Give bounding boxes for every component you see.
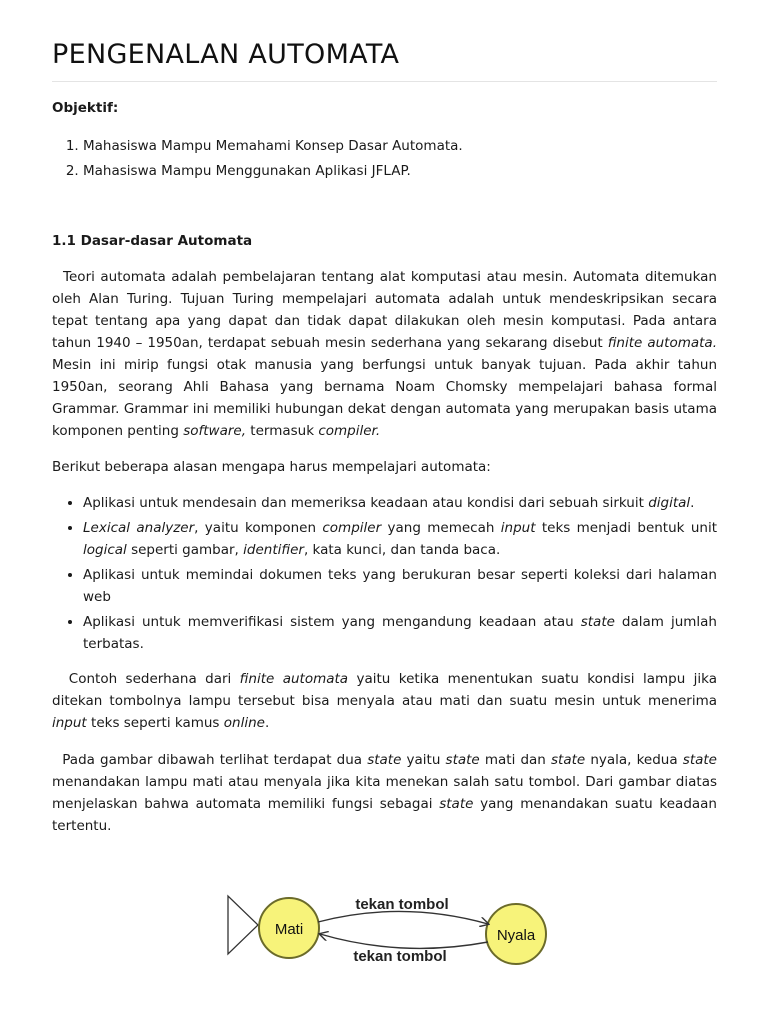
paragraph-example: Contoh sederhana dari finite automata yaitu ketika menentukan suatu kondisi lampu jika ditekan tombolnya lampu tersebut bisa menyala atau mati dan suatu mesin untuk menerima input teks seperti kamus online. [52, 671, 717, 731]
title-divider [52, 81, 717, 82]
transition-arrow-bottom [320, 934, 488, 948]
state-mati-label: Mati [274, 921, 304, 938]
transition-label-bottom: tekan tombol [353, 948, 447, 965]
start-state-marker [228, 896, 258, 954]
transition-arrow-top [318, 911, 488, 924]
list-item: • Aplikasi untuk mendesain dan memeriksa keadaan atau kondisi dari sebuah sirkuit digital. [83, 492, 717, 514]
document-page [52, 36, 717, 837]
page-title: PENGENALAN AUTOMATA [52, 39, 400, 70]
section-heading: 1.1 Dasar-dasar Automata [52, 233, 253, 249]
transition-label-top: tekan tombol [355, 896, 449, 913]
list-item: • Aplikasi untuk memverifikasi sistem yang mengandung keadaan atau state dalam jumlah terbatas. [83, 611, 717, 655]
objective-item: 2. Mahasiswa Mampu Menggunakan Aplikasi JFLAP. [83, 159, 717, 184]
list-item: • Aplikasi untuk memindai dokumen teks yang berukuran besar seperti koleksi dari halaman web [83, 564, 717, 608]
objektif-label: Objektif: [52, 100, 119, 116]
paragraph-figure-description: Pada gambar dibawah terlihat terdapat dua state yaitu state mati dan state nyala, kedua state menandakan lampu mati atau menyala jika kita menekan salah satu tombol. Dari gambar diatas menjelaskan bahwa automata memiliki fungsi sebagai state yang menandakan suatu keadaan tertentu. [52, 752, 717, 834]
paragraph-reasons-lead: Berikut beberapa alasan mengapa harus mempelajari automata: [52, 459, 491, 475]
automata-figure [226, 884, 556, 974]
objective-item: 1. Mahasiswa Mampu Memahami Konsep Dasar Automata. [83, 134, 717, 159]
paragraph-intro: Teori automata adalah pembelajaran tentang alat komputasi atau mesin. Automata ditemukan oleh Alan Turing. Tujuan Turing mempelajari automata adalah untuk mendeskripsikan secara tepat tentang apa yang dapat dan tidak dapat dilakukan oleh mesin komputasi. Pada antara tahun 1940 – 1950an, terdapat sebuah mesin sederhana yang sekarang disebut finite automata. Mesin ini mirip fungsi otak manusia yang berfungsi untuk banyak tujuan. Pada akhir tahun 1950an, seorang Ahli Bahasa yang bernama Noam Chomsky mempelajari bahasa formal Grammar. Grammar ini memiliki hubungan dekat dengan automata yang merupakan basis utama komponen penting software, termasuk compiler. [52, 269, 717, 439]
reasons-list [52, 492, 717, 655]
state-nyala-label: Nyala [496, 927, 536, 944]
list-item: • Lexical analyzer, yaitu komponen compiler yang memecah input teks menjadi bentuk unit logical seperti gambar, identifier, kata kunci, dan tanda baca. [83, 517, 717, 561]
automata-diagram [226, 884, 556, 974]
objectives-list [52, 134, 717, 184]
